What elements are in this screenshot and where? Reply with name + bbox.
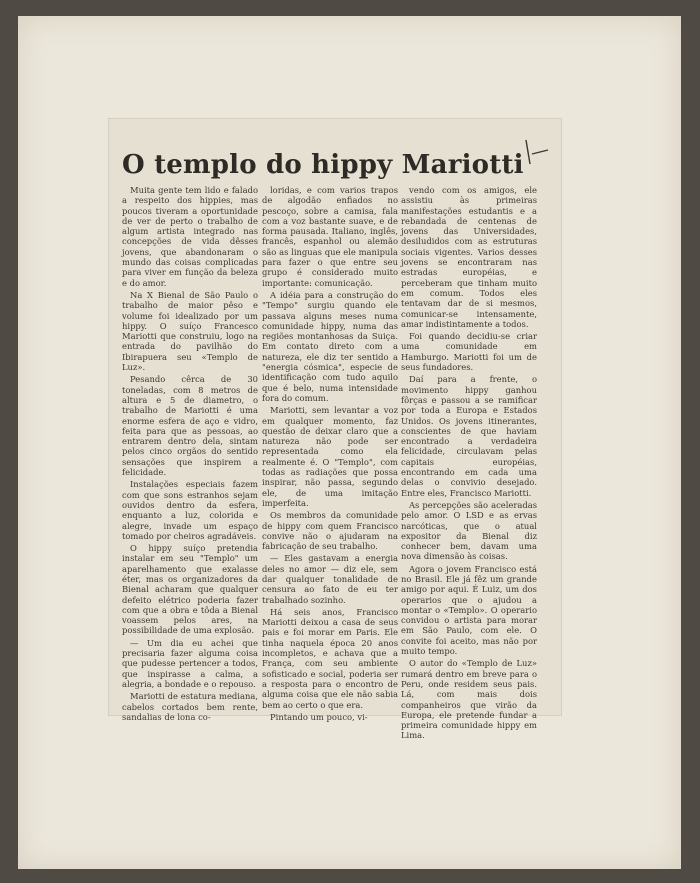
paragraph: — Um dia eu achei que precisaria fazer alguma coisa que pudesse pertencer a todos, que inspirasse a calma, a alegria, a bondade e o repouso. (122, 637, 258, 689)
paragraph: Há seis anos, Francisco Mariotti deixou a casa de seus pais e foi morar em Paris. Ele tinha naquela época 20 anos incompletos, e achava que a França, com seu ambiente sofisticado e social, poderia ser a resposta para o encontro de alguma coisa que ele não sabia bem ao certo o que era. (262, 606, 398, 710)
paragraph: vendo com os amigos, ele assistiu às primeiras manifestações estudantis e a rebandada de centenas de jovens das Universidades, desiludidos com as estruturas sociais vigentes. Varios desses jovens se encontraram nas estradas européias, e perceberam que tinham muito em comum. Todos eles tentavam dar de si mesmos, comunicar-se intensamente, amar indistintamente a todos. (401, 185, 537, 329)
paragraph: Mariotti de estatura mediana, cabelos cortados bem rente, sandalias de lona co- (122, 691, 258, 722)
paragraph: A idéia para a construção do "Tempo" surgiu quando ele passava alguns meses numa comunidade hippy, numa das regiões montanhosas da Suiça. Em contato direto com a natureza, ele diz ter sentido a "energia cósmica", especie de identificação com tudo aquilo que é belo, numa intensidade fora do comum. (262, 289, 398, 403)
article-column-3 (401, 185, 537, 743)
paragraph: Na X Bienal de São Paulo o trabalho de maior pêso e volume foi idealizado por um hippy. O suíço Francesco Mariotti que construiu, logo na entrada do pavilhão do Ibirapuera seu «Templo de Luz». (122, 289, 258, 373)
paragraph: As percepções são aceleradas pelo amor. O LSD e as ervas narcóticas, que o atual expositor da Bienal diz conhecer bem, davam uma nova dimensão às coisas. (401, 499, 537, 562)
paragraph: Foi quando decidiu-se criar uma comunidade em Hamburgo. Mariotti foi um de seus fundadores. (401, 331, 537, 373)
paragraph: O autor do «Templo de Luz» rumará dentro em breve para o Peru, onde residem seus pais. Lá, com mais dois companheiros que virão da Europa, ele pretende fundar a primeira comunidade hippy em Lima. (401, 658, 537, 741)
paragraph: Daí para a frente, o movimento hippy ganhou fôrças e passou a se ramificar por toda a Europa e Estados Unidos. Os jovens itinerantes, conscientes de que haviam encontrado a verdadeira felicidade, circulavam pelas capitais européias, encontrando em cada uma delas o convivio desejado. Entre eles, Francisco Mariotti. (401, 374, 537, 498)
article-column-1 (122, 185, 258, 724)
pen-mark-icon (520, 134, 560, 174)
paragraph: Os membros da comunidade de hippy com quem Francisco convive não o ajudaram na fabricação de seu trabalho. (262, 510, 398, 552)
paragraph: Instalações especiais fazem com que sons estranhos sejam ouvidos dentro da esfera, enquanto a luz, colorida e alegre, invade um espaço tomado por cheiros agradáveis. (122, 479, 258, 541)
paragraph: loridas, e com varios trapos de algodão enfiados no pescoço, sobre a camisa, fala com a voz bastante suave, e de forma pausada. Italiano, inglês, francês, espanhol ou alemão são as linguas que ele manipula para fazer o que entre seu grupo é considerado muito importante: comunicação. (262, 185, 398, 288)
article-column-2 (262, 185, 398, 724)
paragraph: Mariotti, sem levantar a voz em qualquer momento, faz questão de deixar claro que a natureza não pode ser representada como ela realmente é. O "Templo", com todas as radiações que possa inspirar, não passa, segundo ele, de uma imitação imperfeita. (262, 405, 398, 508)
paragraph: Agora o jovem Francisco está no Brasil. Ele já fêz um grande amigo por aqui. É Luiz, um dos operarios que o ajudou a montar o «Templo». O operario convidou o artista para morar em São Paulo, com ele. O convite foi aceito, mas não por muito tempo. (401, 563, 537, 657)
paragraph: — Eles gastavam a energia deles no amor — diz ele, sem dar qualquer tonalidade de censura ao fato de eu ter trabalhado sozinho. (262, 553, 398, 605)
paragraph: Pintando um pouco, vi- (270, 711, 368, 722)
article-title: O templo do hippy Mariotti (122, 150, 524, 180)
paragraph: Muita gente tem lido e falado a respeito dos hippies, mas poucos tiveram a oportunidade de ver de perto o trabalho de algum artista integrado nas concepções de vida dêsses jovens, que abandonaram o mundo das coisas complicadas para viver em função da beleza e do amor. (122, 185, 258, 288)
paragraph: O hippy suíço pretendia instalar em seu "Templo" um aparelhamento que exalasse éter, mas os organizadores da Bienal acharam que qualquer defeito elétrico poderia fazer com que a obra e tôda a Bienal voassem pelos ares, na possibilidade de uma explosão. (122, 543, 258, 636)
paragraph: Pesando cêrca de 30 toneladas, com 8 metros de altura e 5 de diametro, o trabalho de Mariotti é uma enorme esfera de aço e vidro, feita para que as pessoas, ao entrarem dentro dela, sintam pelos cinco orgãos do sentido sensações que inspirem a felicidade. (122, 374, 258, 478)
